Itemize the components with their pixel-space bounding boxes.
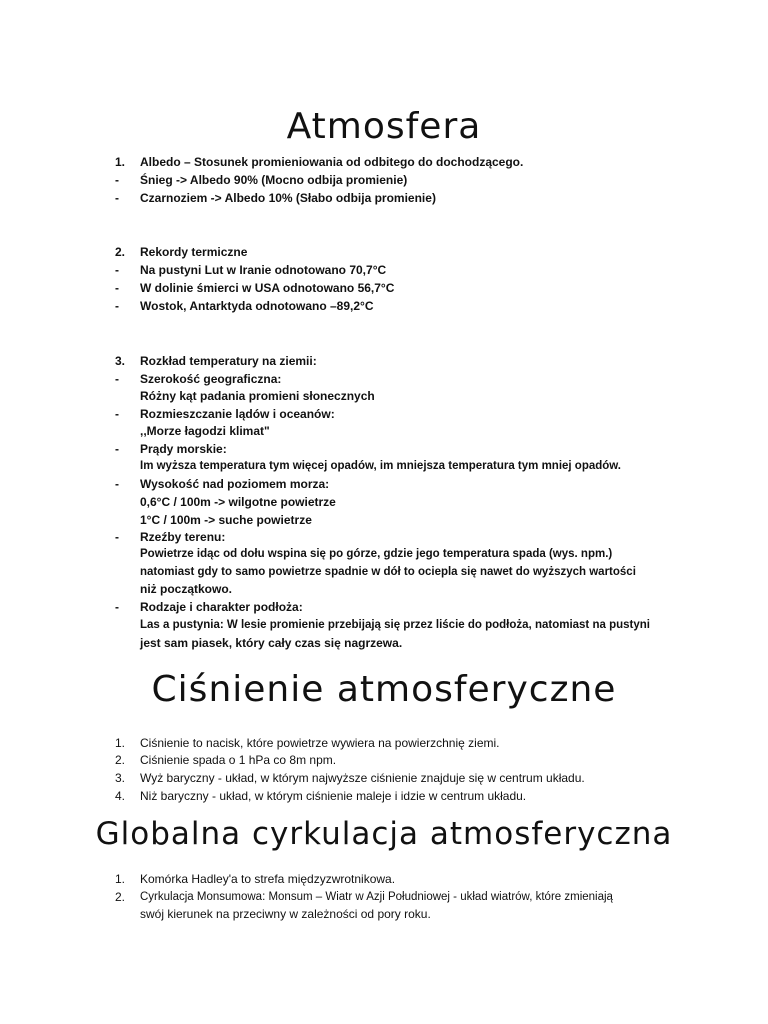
list-marker: - [115,530,119,544]
list-item-text: jest sam piasek, który cały czas się nagrzewa. [140,636,403,650]
list-item-text: Wostok, Antarktyda odnotowano –89,2°C [140,299,374,313]
list-marker: 4. [115,789,126,803]
list-marker: - [115,600,119,614]
list-item-text: Rozmieszczanie lądów i oceanów: [140,407,335,421]
list-item-text: Ciśnienie to nacisk, które powietrze wywiera na powierzchnię ziemi. [140,736,500,750]
list-marker: 2. [115,245,126,259]
list-item-text: Śnieg -> Albedo 90% (Mocno odbija promienie) [140,173,408,187]
list-item-text: W dolinie śmierci w USA odnotowano 56,7°C [140,281,395,295]
list-item-text: Prądy morskie: [140,442,227,456]
list-item-text: Rozkład temperatury na ziemii: [140,354,317,368]
list-marker: 1. [115,736,126,750]
list-item-text: Wyż baryczny - układ, w którym najwyższe ciśnienie znajduje się w centrum układu. [140,771,585,785]
list-item-text: Rodzaje i charakter podłoża: [140,600,303,614]
list-item-text: Rzeźby terenu: [140,530,226,544]
section-title-cisnienie: Ciśnienie atmosferyczne [151,669,617,710]
list-item-text: Rekordy termiczne [140,245,248,259]
list-item-text: Różny kąt padania promieni słonecznych [140,389,375,403]
list-marker: - [115,407,119,421]
list-marker: - [115,299,119,313]
list-item-text: Powietrze idąc od dołu wspina się po górze, gdzie jego temperatura spada (wys. npm.) [140,548,613,560]
list-item-text: Ciśnienie spada o 1 hPa co 8m npm. [140,753,337,767]
list-marker: - [115,173,119,187]
list-item-text: Na pustyni Lut w Iranie odnotowano 70,7°C [140,263,387,277]
list-marker: - [115,263,119,277]
list-marker: - [115,281,119,295]
list-item-text: Cyrkulacja Monsumowa: Monsum – Wiatr w Azji Południowej - układ wiatrów, które zmieniają [140,891,613,903]
list-marker: 2. [115,890,126,904]
list-item-text: 1°C / 100m -> suche powietrze [140,513,312,527]
list-item-text: Las a pustynia: W lesie promienie przebijają się przez liście do podłoża, natomiast na pustyni [140,619,650,631]
section-title-atmosfera: Atmosfera [286,106,482,147]
list-item-text: Komórka Hadley'a to strefa międzyzwrotnikowa. [140,872,396,886]
list-marker: - [115,442,119,456]
list-item-text: ,,Morze łagodzi klimat" [140,424,270,438]
list-item-text: Albedo – Stosunek promieniowania od odbitego do dochodzącego. [140,155,524,169]
list-item-text: 0,6°C / 100m -> wilgotne powietrze [140,495,336,509]
list-marker: - [115,191,119,205]
list-marker: 3. [115,771,126,785]
section-title-globalna-cyrkulacja: Globalna cyrkulacja atmosferyczna [95,816,673,852]
list-item-text: swój kierunek na przeciwny w zależności od pory roku. [140,907,431,921]
list-item-text: natomiast gdy to samo powietrze spadnie w dół to ociepla się nawet do wyższych wartości [140,566,636,578]
list-marker: 2. [115,753,126,767]
list-marker: 1. [115,872,126,886]
list-marker: 3. [115,354,126,368]
list-item-text: niż początkowo. [140,582,233,596]
list-marker: - [115,477,119,491]
list-marker: 1. [115,155,126,169]
list-marker: - [115,372,119,386]
list-item-text: Niż baryczny - układ, w którym ciśnienie maleje i idzie w centrum układu. [140,789,527,803]
list-item-text: Wysokość nad poziomem morza: [140,477,330,491]
list-item-text: Szerokość geograficzna: [140,372,282,386]
list-item-text: Im wyższa temperatura tym więcej opadów, im mniejsza temperatura tym mniej opadów. [140,460,622,472]
list-item-text: Czarnoziem -> Albedo 10% (Słabo odbija promienie) [140,191,436,205]
